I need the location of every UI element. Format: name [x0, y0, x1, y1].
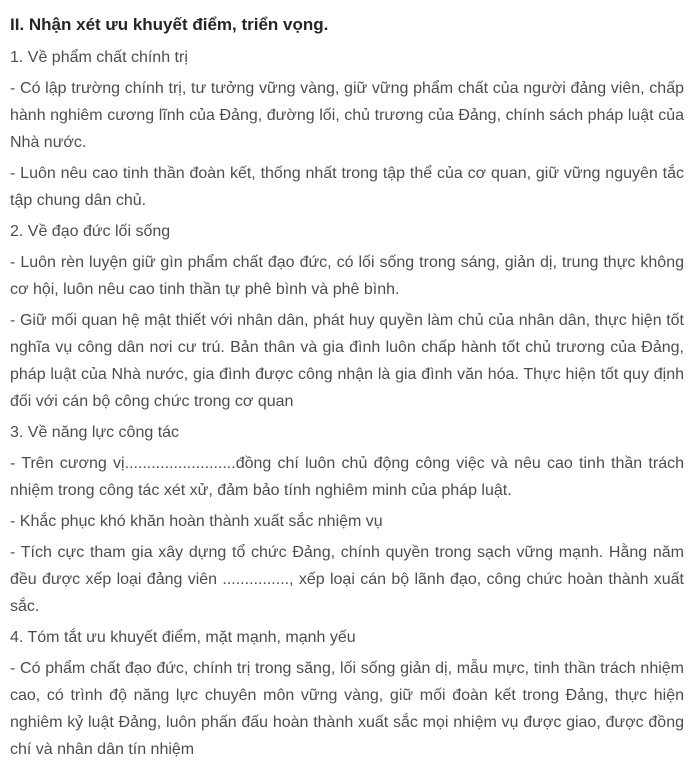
- subheading-dao-duc-loi-song: 2. Về đạo đức lối sống: [10, 223, 171, 240]
- paragraph-tinh-than-doan-ket: - Luôn nêu cao tinh thần đoàn kết, thống nhất trong tập thể của cơ quan, giữ vững nguyên tắc tập chung dân chủ.: [10, 165, 684, 209]
- paragraph-tren-cuong-vi: - Trên cương vị.........................đồng chí luôn chủ động công việc và nêu cao tinh thần trách nhiệm trong công tác xét xử, đảm bảo tính nghiêm minh của pháp luật.: [10, 455, 684, 499]
- subheading-nang-luc-cong-tac: 3. Về năng lực công tác: [10, 424, 180, 441]
- paragraph-lap-truong-chinh-tri: - Có lập trường chính trị, tư tưởng vững vàng, giữ vững phẩm chất của người đảng viên, chấp hành nghiêm cương lĩnh của Đảng, đường lối, chủ trương của Đảng, chính sách pháp luật của Nhà nước.: [10, 80, 684, 151]
- paragraph-xay-dung-to-chuc-dang: - Tích cực tham gia xây dựng tổ chức Đảng, chính quyền trong sạch vững mạnh. Hằng năm đều được xếp loại đảng viên ..............., xếp loại cán bộ lãnh đạo, công chức hoàn thành xuất sắc.: [10, 544, 684, 615]
- paragraph-quan-he-nhan-dan: - Giữ mối quan hệ mật thiết với nhân dân, phát huy quyền làm chủ của nhân dân, thực hiện tốt nghĩa vụ công dân nơi cư trú. Bản thân và gia đình luôn chấp hành tốt chủ trương của Đảng, pháp luật của Nhà nước, gia đình được công nhận là gia đình văn hóa. Thực hiện tốt quy định đối với cán bộ công chức trong cơ quan: [10, 312, 684, 410]
- subheading-pham-chat-chinh-tri: 1. Về phẩm chất chính trị: [10, 49, 188, 66]
- section-heading: II. Nhận xét ưu khuyết điểm, triển vọng.: [10, 15, 329, 34]
- paragraph-tom-tat-pham-chat: - Có phẩm chất đạo đức, chính trị trong săng, lối sống giản dị, mẫu mực, tinh thần trách nhiệm cao, có trình độ năng lực chuyên môn vững vàng, giữ mối đoàn kết trong Đảng, thực hiện nghiêm kỷ luật Đảng, luôn phấn đấu hoàn thành xuất sắc mọi nhiệm vụ được giao, được đồng chí và nhân dân tín nhiệm: [10, 660, 684, 758]
- paragraph-khac-phuc-kho-khan: - Khắc phục khó khăn hoàn thành xuất sắc nhiệm vụ: [10, 513, 383, 530]
- subheading-tom-tat-uu-khuyet-diem: 4. Tóm tắt ưu khuyết điểm, mặt mạnh, mạnh yếu: [10, 629, 356, 646]
- paragraph-ren-luyen-dao-duc: - Luôn rèn luyện giữ gìn phẩm chất đạo đức, có lối sống trong sáng, giản dị, trung thực không cơ hội, luôn nêu cao tinh thần tự phê bình và phê bình.: [10, 254, 684, 298]
